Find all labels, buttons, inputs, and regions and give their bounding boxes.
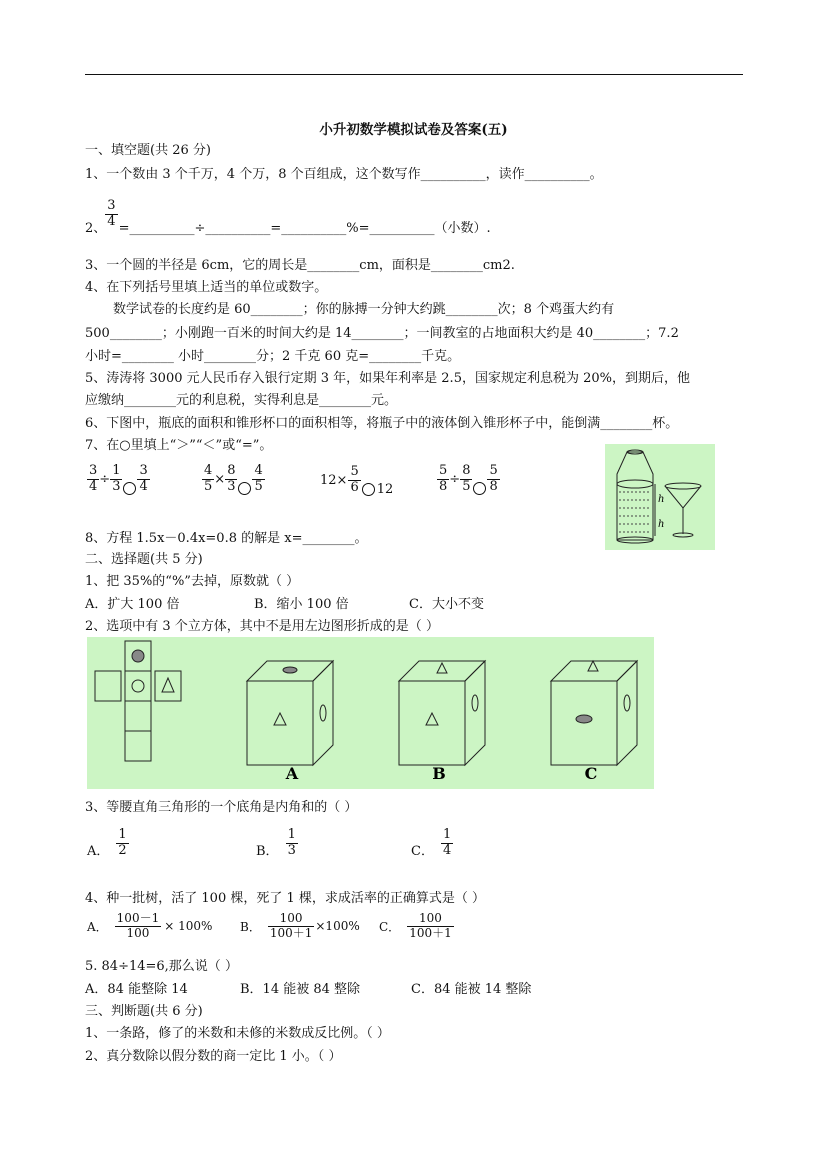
- header-rule: [85, 74, 743, 75]
- cube-label-c: C: [584, 764, 598, 783]
- cube-label-b: B: [432, 764, 446, 783]
- s1-question-2: [85, 193, 491, 236]
- section-3-heading: 三、判断题(共 6 分): [85, 1004, 203, 1019]
- s2-question-5: 5. 84÷14=6,那么说（ ）: [85, 959, 238, 974]
- s1-question-7: 7、在○里填上“＞”“＜”或“=”。: [85, 438, 273, 453]
- s2-question-3: 3、等腰直角三角形的一个底角是内角和的（ ）: [85, 800, 358, 815]
- s2-q3-option-c: C． $\frac{1}{4}$: [411, 827, 452, 859]
- s2-q1-option-b: B．缩小 100 倍: [254, 597, 349, 612]
- s2-question-1: 1、把 35%的“%”去掉，原数就（ ）: [85, 574, 300, 589]
- s2-question-2: 2、选项中有 3 个立方体，其中不是用左边图形折成的是（ ）: [85, 619, 439, 634]
- s1-question-4: 4、在下列括号里填上适当的单位或数字。: [85, 280, 328, 295]
- cube-net-figure: [87, 637, 654, 789]
- s2-q1-option-a: A．扩大 100 倍: [85, 597, 180, 612]
- s1-q4-line-2: 500________；小刚跑一百米的时间大约是 14________；一间教室的占地面积大约是 40________；7.2: [85, 326, 679, 341]
- bottle-glass-figure: [605, 444, 715, 550]
- s2-q4-option-b: B． $\frac{100}{100+1}$ ×100%: [240, 911, 360, 940]
- s1-q2-fraction: [106, 199, 116, 230]
- compare-circle[interactable]: [473, 482, 486, 495]
- s1-q4-line-1: 数学试卷的长度约是 60________；你的脉搏一分钟大约跳________次；8 个鸡蛋大约有: [113, 302, 615, 317]
- s1-question-8: 8、方程 1.5x－0.4x=0.8 的解是 x=________。: [85, 531, 368, 546]
- height-label: h: [658, 519, 665, 530]
- s1-q2-rest: =__________÷__________=__________%=__________（小数）.: [118, 221, 491, 236]
- s2-q5-option-b: B．14 能被 84 整除: [240, 982, 361, 997]
- q7-item-a: $\frac{3}{4}$ ÷ $\frac{1}{3}$ $\frac{3}{4}$: [89, 463, 148, 494]
- s3-question-1: 1、一条路，修了的米数和未修的米数成反比例。（ ）: [85, 1026, 390, 1041]
- fraction-denominator: 4: [107, 214, 116, 229]
- s1-q4-line-3: 小时=________ 小时________分；2 千克 60 克=________千克。: [85, 349, 461, 364]
- s2-q1-option-c: C．大小不变: [409, 597, 484, 612]
- page-title: 小升初数学模拟试卷及答案(五): [319, 122, 508, 138]
- q7-item-b: $\frac{4}{5}$ × $\frac{8}{3}$ $\frac{4}{5}$: [204, 463, 263, 494]
- compare-circle[interactable]: [123, 482, 136, 495]
- s2-q3-option-b: B． $\frac{1}{3}$: [256, 827, 296, 859]
- s2-q4-option-a: A． $\frac{100-1}{100}$ × 100%: [87, 911, 213, 940]
- s1-question-6: 6、下图中，瓶底的面积和锥形杯口的面积相等，将瓶子中的液体倒入锥形杯子中，能倒满________杯。: [85, 416, 679, 431]
- s2-q3-option-a: A． $\frac{1}{2}$: [87, 827, 127, 859]
- s1-q2-prefix: 2、: [85, 221, 107, 236]
- cube-label-a: A: [285, 764, 299, 783]
- section-2-heading: 二、选择题(共 5 分): [85, 552, 203, 567]
- s1-question-1: 1、一个数由 3 个千万，4 个万，8 个百组成，这个数写作__________，读作__________。: [85, 167, 603, 182]
- fraction-numerator: 3: [107, 198, 116, 214]
- q7-item-c: 12× $\frac{5}{6}$ 12: [320, 464, 394, 497]
- q7-item-d: $\frac{5}{8}$ ÷ $\frac{8}{5}$ $\frac{5}{8}$: [439, 463, 498, 494]
- height-label: h: [658, 494, 665, 505]
- s3-question-2: 2、真分数除以假分数的商一定比 1 小。（ ）: [85, 1049, 342, 1064]
- s1-q5-line-2: 应缴纳________元的利息税，实得利息是________元。: [85, 393, 398, 408]
- s2-q4-option-c: C． $\frac{100}{100+1}$: [379, 911, 452, 940]
- s2-q5-option-a: A．84 能整除 14: [85, 982, 188, 997]
- section-1-heading: 一、填空题(共 26 分): [85, 143, 211, 158]
- s2-question-4: 4、种一批树，活了 100 棵，死了 1 棵，求成活率的正确算式是（ ）: [85, 891, 486, 906]
- compare-circle[interactable]: [238, 482, 251, 495]
- s1-q5-line-1: 5、涛涛将 3000 元人民币存入银行定期 3 年，如果年利率是 2.5，国家规定利息税为 20%，到期后，他: [85, 371, 690, 386]
- s1-question-3: 3、一个圆的半径是 6cm，它的周长是________cm，面积是________cm2.: [85, 258, 515, 273]
- s2-q5-option-c: C．84 能被 14 整除: [411, 982, 532, 997]
- compare-circle[interactable]: [362, 483, 375, 496]
